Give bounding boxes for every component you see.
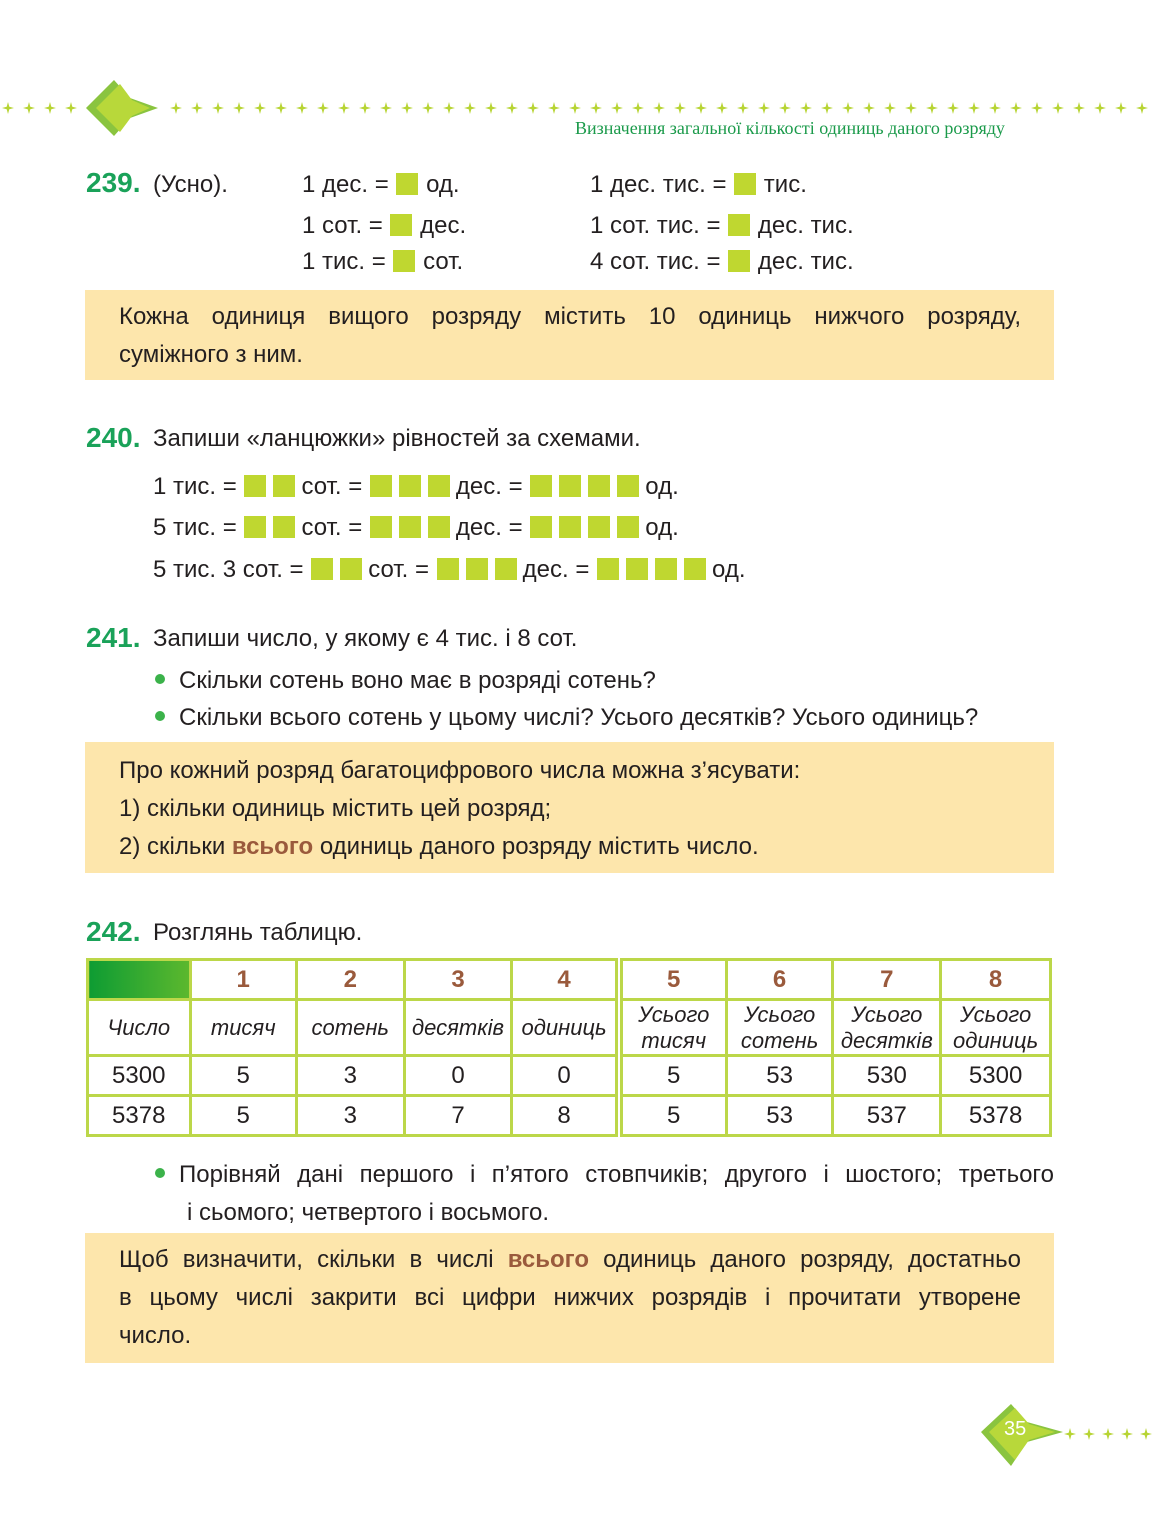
table-cell: 53 bbox=[726, 1096, 833, 1136]
blank-square bbox=[728, 214, 750, 236]
rule-2-line-2: 1) скільки одиниць містить цей розряд; bbox=[119, 795, 552, 822]
ex241-question-2: Скільки всього сотень у цьому числі? Усього десятків? Усього одиниць? bbox=[155, 704, 978, 732]
exercise-241-task: Запиши число, у якому є 4 тис. і 8 сот. bbox=[153, 625, 578, 652]
rule-3-line-3: число. bbox=[119, 1322, 192, 1349]
table-cell: 5 bbox=[190, 1056, 296, 1096]
header-cell: одиниць bbox=[512, 1000, 619, 1056]
ex239-right-2: 1 сот. тис. = дес. тис. bbox=[590, 212, 854, 239]
ex242-question: Порівняй дані першого і п’ятого стовпчиків; другого і шостого; третього і сьомого; четвертого і восьмого. bbox=[155, 1156, 1054, 1232]
blank-square bbox=[734, 173, 756, 195]
rule-1-line-1: Кожна одиниця вищого розряду містить 10 одиниць нижчого розряду, bbox=[119, 303, 1021, 330]
ex239-left-2: 1 сот. = дес. bbox=[302, 212, 467, 239]
col-number: 7 bbox=[833, 960, 941, 1000]
table-cell: 5378 bbox=[941, 1096, 1051, 1136]
ex239-left-3: 1 тис. = сот. bbox=[302, 248, 464, 275]
blank-squares-4 bbox=[596, 556, 712, 584]
header-title: Визначення загальної кількості одиниць даного розряду bbox=[575, 118, 1005, 138]
rule-box-2 bbox=[85, 742, 1054, 873]
header-cell: Усього десятків bbox=[833, 1000, 941, 1056]
bullet-icon bbox=[155, 711, 165, 721]
blank-squares-3 bbox=[369, 473, 456, 501]
table-cell: 537 bbox=[833, 1096, 941, 1136]
col-number: 1 bbox=[190, 960, 296, 1000]
table-column-numbers-row bbox=[88, 960, 1051, 1000]
blank-squares-2 bbox=[243, 473, 301, 501]
table-cell: 5378 bbox=[88, 1096, 191, 1136]
table-header-row bbox=[88, 1000, 1051, 1056]
header-cell: сотень bbox=[296, 1000, 404, 1056]
exercise-242-number: 242. bbox=[86, 916, 141, 947]
ex242-question-line-2: і сьомого; четвертого і восьмого. bbox=[187, 1199, 550, 1226]
col-number: 5 bbox=[619, 960, 727, 1000]
blank-squares-2 bbox=[310, 556, 368, 584]
page-number: 35 bbox=[1004, 1418, 1027, 1440]
blank-square bbox=[396, 173, 418, 195]
blank-squares-2 bbox=[243, 514, 301, 542]
table-cell: 5300 bbox=[941, 1056, 1051, 1096]
header-cell: Число bbox=[88, 1000, 191, 1056]
exercise-239-number: 239. bbox=[86, 167, 141, 198]
table-cell: 3 bbox=[296, 1096, 404, 1136]
header-cell: Усього тисяч bbox=[619, 1000, 727, 1056]
exercise-239-label: (Усно). bbox=[153, 171, 228, 198]
exercise-242-task: Розглянь таблицю. bbox=[153, 919, 363, 946]
col-number: 2 bbox=[296, 960, 404, 1000]
header-cell: десятків bbox=[404, 1000, 512, 1056]
table-cell: 5 bbox=[619, 1056, 727, 1096]
ex239-right-3: 4 сот. тис. = дес. тис. bbox=[590, 248, 854, 275]
rule-3-line-1: Щоб визначити, скільки в числі всього одиниць даного розряду, достатньо bbox=[119, 1246, 1022, 1273]
blank-squares-3 bbox=[369, 514, 456, 542]
table-cell: 530 bbox=[833, 1056, 941, 1096]
rule-2-line-3: 2) скільки всього одиниць даного розряду містить число. bbox=[119, 833, 759, 860]
exercise-240-task: Запиши «ланцюжки» рівностей за схемами. bbox=[153, 425, 641, 452]
exercise-241-number: 241. bbox=[86, 622, 141, 653]
table-row bbox=[88, 1096, 1051, 1136]
rule-box-1 bbox=[85, 290, 1054, 380]
rule-3-line-2: в цьому числі закрити всі цифри нижчих розрядів і прочитати утворене bbox=[119, 1284, 1021, 1311]
table-corner bbox=[88, 960, 191, 1000]
ex240-row-3: 5 тис. 3 сот. = сот. = дес. = од. bbox=[153, 556, 746, 583]
table-cell: 5 bbox=[619, 1096, 727, 1136]
ex240-row-2: 5 тис. = сот. = дес. = од. bbox=[153, 514, 679, 541]
place-value-table bbox=[86, 958, 1052, 1137]
col-number: 4 bbox=[512, 960, 619, 1000]
blank-square bbox=[728, 250, 750, 272]
header-cell: Усього сотень bbox=[726, 1000, 833, 1056]
col-number: 6 bbox=[726, 960, 833, 1000]
table-cell: 0 bbox=[512, 1056, 619, 1096]
blank-squares-3 bbox=[436, 556, 523, 584]
blank-squares-4 bbox=[529, 514, 645, 542]
header-cell: Усього одиниць bbox=[941, 1000, 1051, 1056]
rule-1-line-2: суміжного з ним. bbox=[119, 341, 303, 368]
blank-square bbox=[390, 214, 412, 236]
col-number: 8 bbox=[941, 960, 1051, 1000]
rule-2-line-1: Про кожний розряд багатоцифрового числа можна з’ясувати: bbox=[119, 757, 801, 784]
ex239-left-1: 1 дес. = од. bbox=[302, 171, 460, 198]
ex239-right-1: 1 дес. тис. = тис. bbox=[590, 171, 807, 198]
table-cell: 3 bbox=[296, 1056, 404, 1096]
table-cell: 5300 bbox=[88, 1056, 191, 1096]
blank-square bbox=[393, 250, 415, 272]
bullet-icon bbox=[155, 1168, 165, 1178]
ex240-row-1: 1 тис. = сот. = дес. = од. bbox=[153, 473, 679, 500]
table-row bbox=[88, 1056, 1051, 1096]
col-number: 3 bbox=[404, 960, 512, 1000]
rule-box-3 bbox=[85, 1233, 1054, 1363]
table-cell: 0 bbox=[404, 1056, 512, 1096]
ex241-question-1: Скільки сотень воно має в розряді сотень? bbox=[155, 667, 656, 695]
exercise-240-number: 240. bbox=[86, 422, 141, 453]
table-cell: 7 bbox=[404, 1096, 512, 1136]
table-cell: 53 bbox=[726, 1056, 833, 1096]
table-cell: 8 bbox=[512, 1096, 619, 1136]
header-cell: тисяч bbox=[190, 1000, 296, 1056]
table-cell: 5 bbox=[190, 1096, 296, 1136]
bullet-icon bbox=[155, 674, 165, 684]
blank-squares-4 bbox=[529, 473, 645, 501]
